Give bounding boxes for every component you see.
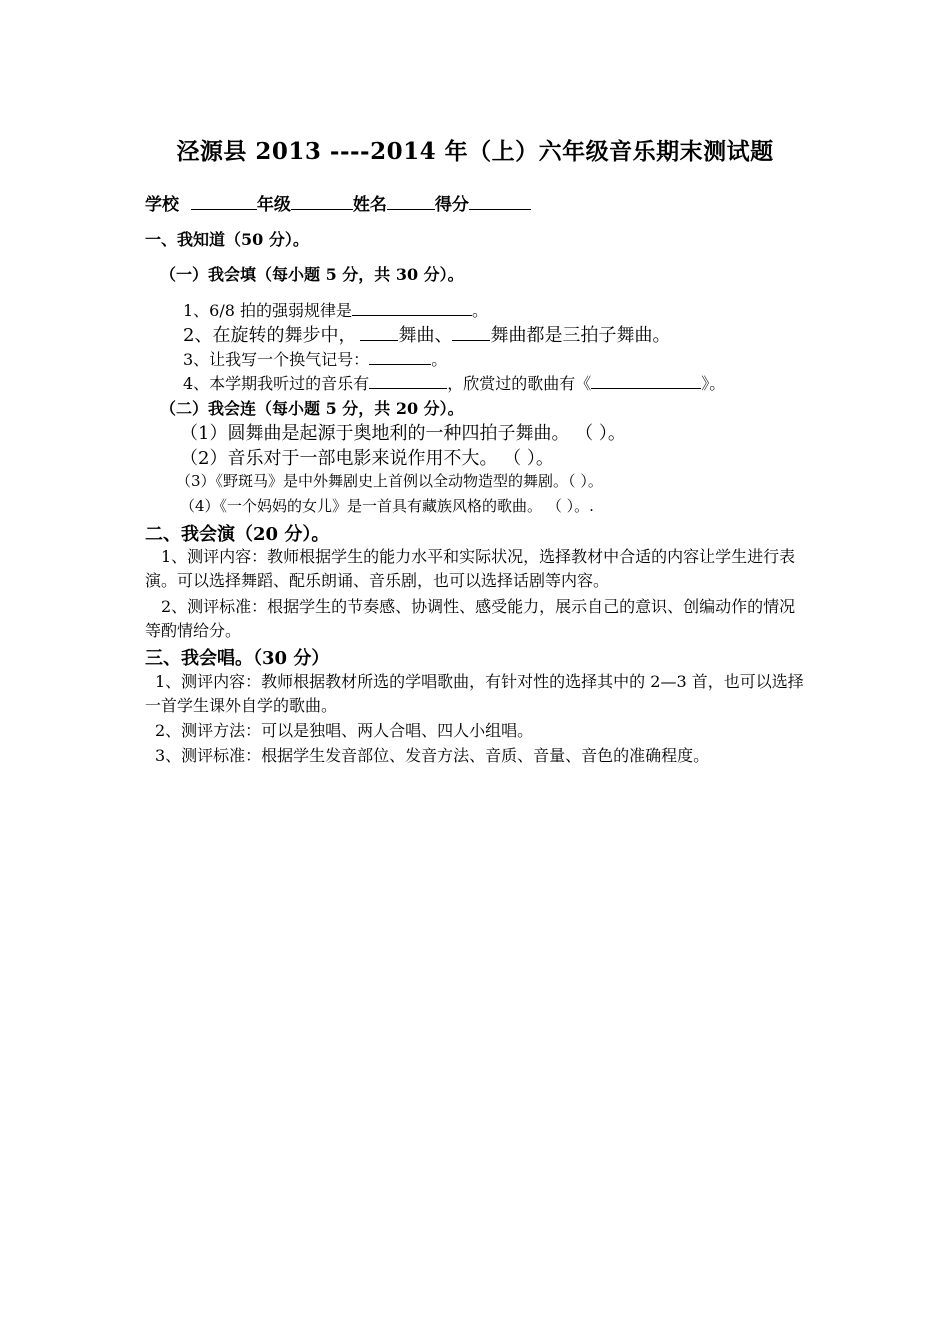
- fill-question-2: [183, 321, 670, 347]
- fill-question-4: [183, 371, 725, 394]
- grade-label: 年级: [256, 195, 291, 215]
- section3-paragraph-3: 3、测评标准：根据学生发音部位、发音方法、音质、音量、音色的准确程度。: [155, 746, 710, 765]
- q2-blank-2: [452, 322, 490, 341]
- judge-question-4: （4）《一个妈妈的女儿》是一首具有藏族风格的歌曲。 （ ）。.: [180, 497, 594, 515]
- q4-blank-1: [369, 372, 447, 389]
- part2-heading: （二）我会连（每小题 5 分，共 20 分）。: [160, 399, 464, 418]
- q2-mid: 舞曲、: [398, 325, 453, 346]
- fill-question-3: [183, 347, 447, 370]
- school-blank: [191, 192, 257, 210]
- section3-paragraph-1: 1、测评内容：教师根据教材所选的学唱歌曲，有针对性的选择其中的 2—3 首，也可以选择一首学生课外自学的歌曲。: [145, 672, 804, 715]
- section2-heading: 二、我会演（20 分）。: [145, 524, 330, 545]
- judge-question-2: （2）音乐对于一部电影来说作用不大。 （ ）。: [180, 448, 554, 469]
- section1-heading: 一、我知道（50 分）。: [145, 230, 309, 249]
- q1-text: 1、6/8 拍的强弱规律是: [183, 301, 353, 320]
- q1-end: 。: [472, 301, 489, 320]
- part1-heading: （一）我会填（每小题 5 分，共 30 分）。: [160, 265, 464, 284]
- section3-paragraph-2: 2、测评方法：可以是独唱、两人合唱、四人小组唱。: [155, 721, 534, 740]
- q4-blank-2: [591, 372, 701, 389]
- q2-text: 2、在旋转的舞步中，: [183, 325, 357, 346]
- fill-question-1: [183, 298, 488, 321]
- q4-end: 》。: [701, 374, 726, 393]
- judge-question-1: （1）圆舞曲是起源于奥地利的一种四拍子舞曲。 （ ）。: [180, 423, 626, 444]
- score-label: 得分: [434, 195, 469, 215]
- section3-heading: 三、我会唱。（30 分）: [145, 648, 330, 669]
- section2-paragraph-1: 1、测评内容：教师根据学生的能力水平和实际状况，选择教材中合适的内容让学生进行表演。可以选择舞蹈、配乐朗诵、音乐剧，也可以选择话剧等内容。: [145, 547, 796, 590]
- name-label: 姓名: [352, 195, 387, 215]
- name-blank: [387, 192, 435, 210]
- page-title: 泾源县 2013 ----2014 年（上）六年级音乐期末测试题: [176, 138, 774, 165]
- q3-end: 。: [431, 350, 448, 369]
- judge-question-3: （3）《野斑马》是中外舞剧史上首例以全动物造型的舞剧。（ ）。: [176, 472, 603, 490]
- grade-blank: [291, 192, 353, 210]
- q3-blank: [369, 348, 431, 365]
- q3-text: 3、让我写一个换气记号：: [183, 350, 370, 369]
- score-blank: [469, 192, 531, 210]
- school-label: 学校: [145, 195, 179, 215]
- student-info-line: [145, 190, 531, 215]
- q4-text: 4、本学期我听过的音乐有: [183, 374, 370, 393]
- q2-end: 舞曲都是三拍子舞曲。: [490, 325, 671, 346]
- q1-blank: [352, 299, 472, 316]
- q2-blank-1: [360, 322, 398, 341]
- section2-paragraph-2: 2、测评标准：根据学生的节奏感、协调性、感受能力，展示自己的意识、创编动作的情况等酌情给分。: [145, 597, 796, 640]
- q4-mid: ，欣赏过的歌曲有《: [447, 374, 592, 393]
